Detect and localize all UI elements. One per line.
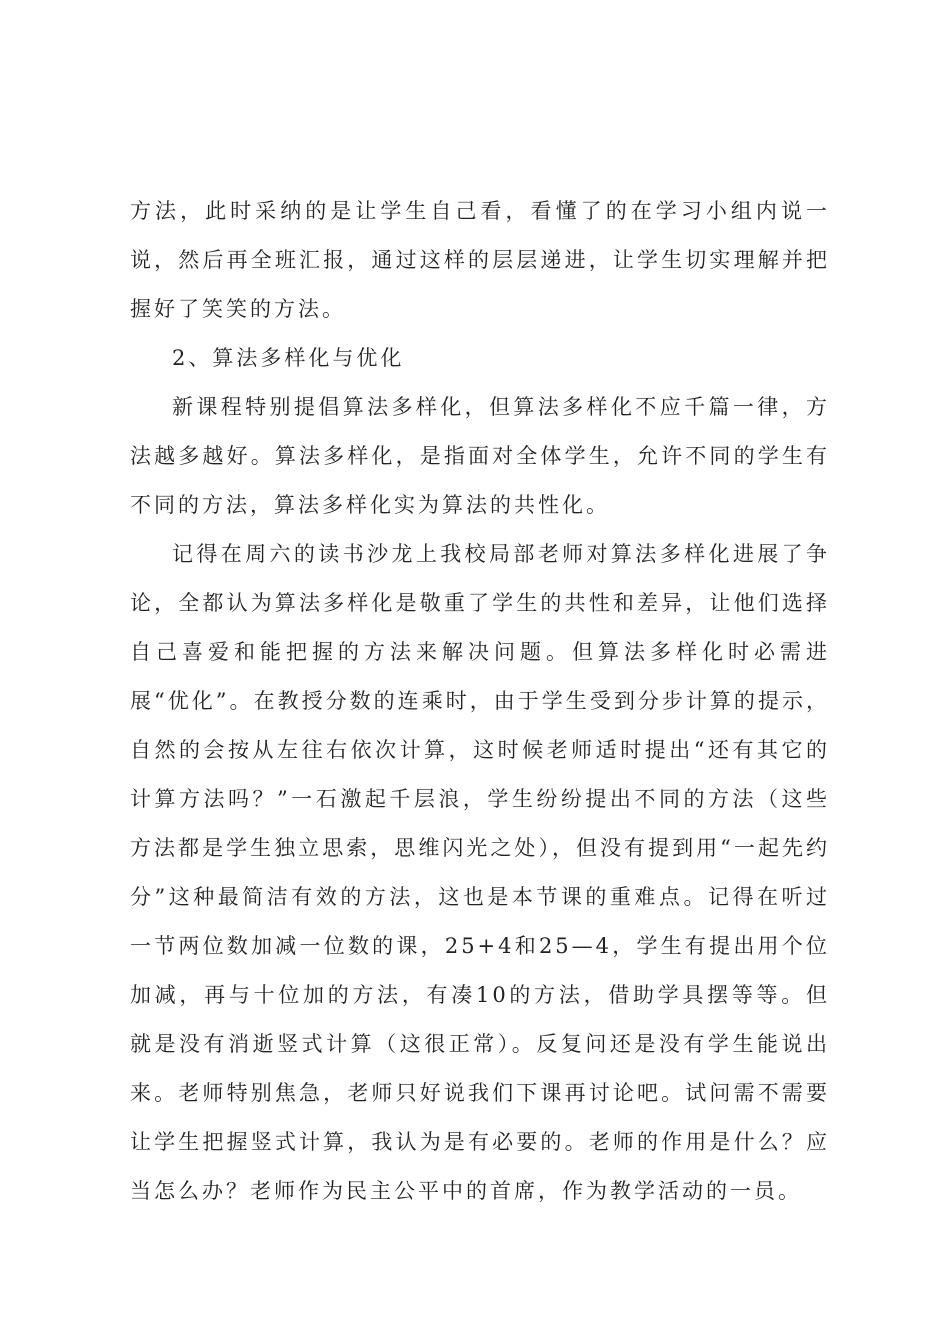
paragraph: 记得在周六的读书沙龙上我校局部老师对算法多样化进展了争论，全都认为算法多样化是敬重了学生的共性和差异，让他们选择自己喜爱和能把握的方法来解决问题。但算法多样化时必需进展“优化”。在教授分数的连乘时，由于学生受到分步计算的提示，自然的会按从左往右依次计算，这时候老师适时提出“还有其它的计算方法吗？”一石激起千层浪，学生纷纷提出不同的方法（这些方法都是学生独立思索，思维闪光之处），但没有提到用“一起先约分”这种最简洁有效的方法，这也是本节课的重难点。记得在听过一节两位数加减一位数的课，25+4和25—4，学生有提出用个位加减，再与十位加的方法，有凑10的方法，借助学具摆等等。但就是没有消逝竖式计算（这很正常）。反复问还是没有学生能说出来。老师特别焦急，老师只好说我们下课再讨论吧。试问需不需要让学生把握竖式计算，我认为是有必要的。老师的作用是什么？应当怎么办？老师作为民主公平中的首席，作为教学活动的一员。 <box>130 542 830 1203</box>
paragraph-continuation: 方法，此时采纳的是让学生自己看，看懂了的在学习小组内说一说，然后再全班汇报，通过这样的层层递进，让学生切实理解并把握好了笑笑的方法。 <box>130 199 830 321</box>
paragraph: 新课程特别提倡算法多样化，但算法多样化不应千篇一律，方法越多越好。算法多样化，是指面对全体学生，允许不同的学生有不同的方法，算法多样化实为算法的共性化。 <box>130 395 830 517</box>
document-body <box>130 187 830 1216</box>
section-heading: 2、算法多样化与优化 <box>172 346 405 370</box>
